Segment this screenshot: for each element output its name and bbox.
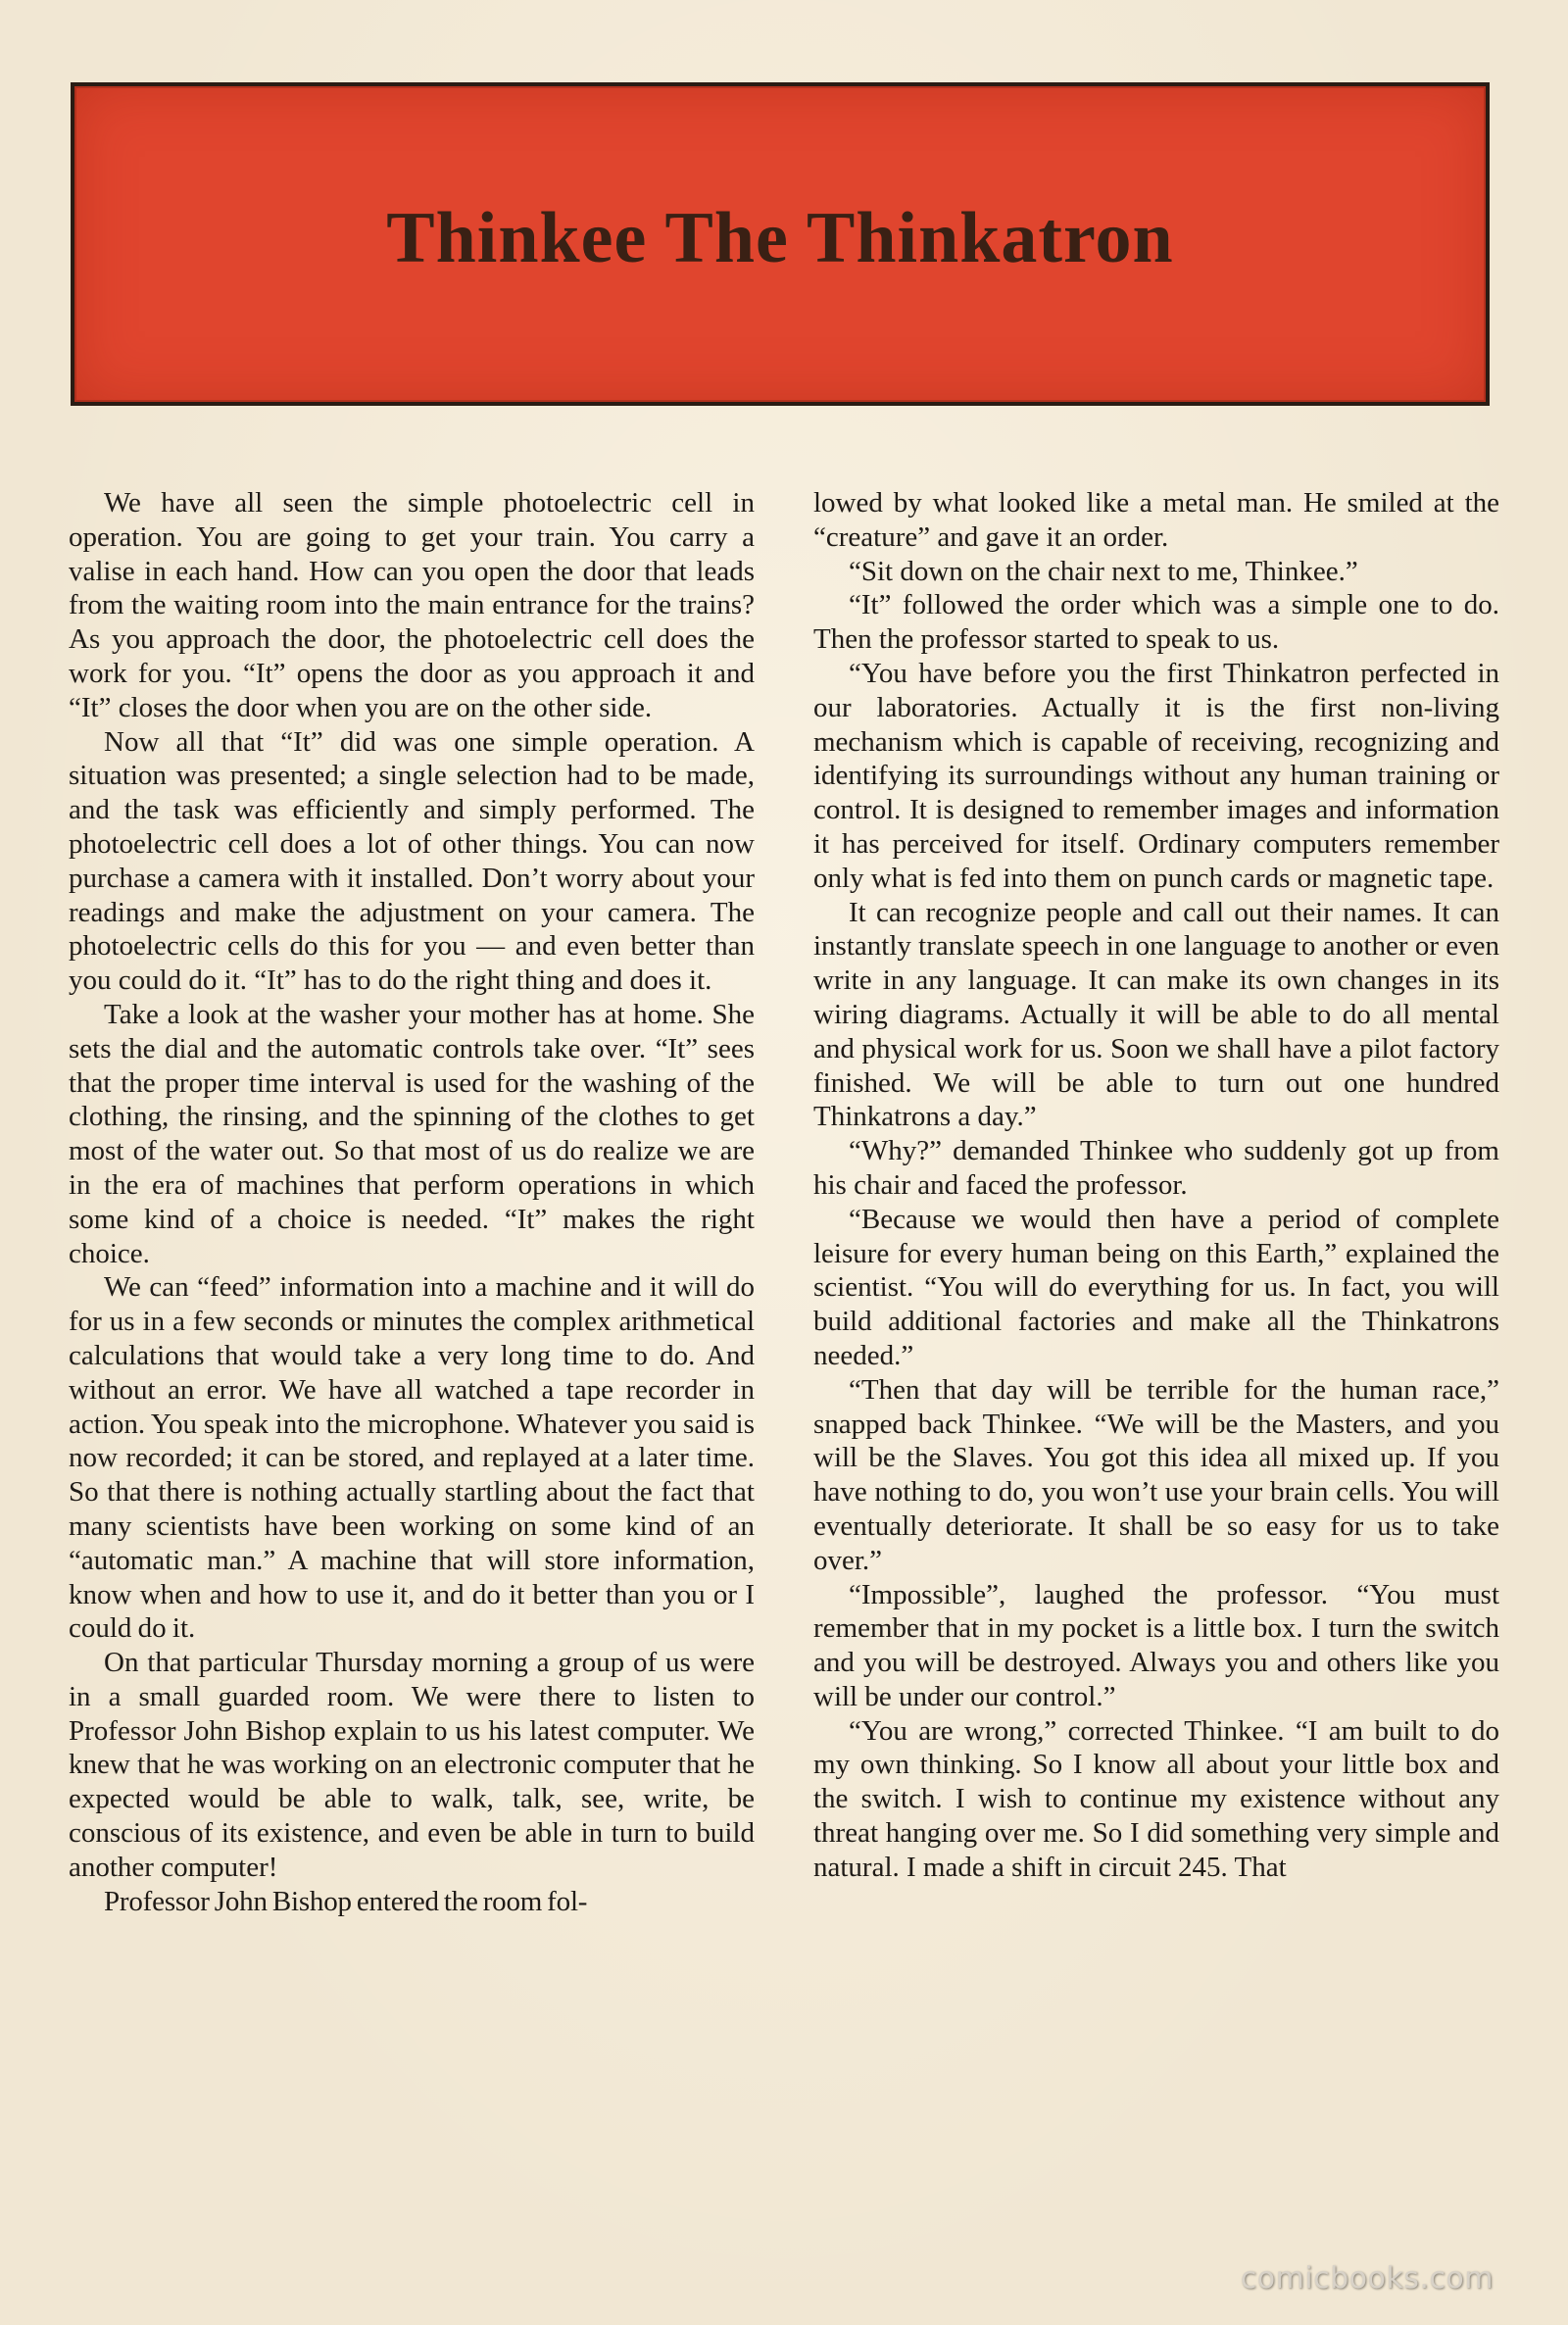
paragraph: It can recognize people and call out their names. It can instantly translate speech in one language to another or even write in any language. It can make its own changes in its wiring diagrams. Actually it will be able to do all mental and physical work for us. Soon we shall have a pilot factory finished. We will be able to turn out one hundred Thinkatrons a day.” xyxy=(813,896,1499,1133)
paragraph: We have all seen the simple photoelectric cell in operation. You are going to get your train. You carry a valise in each hand. How can you open the door that leads from the waiting room into the main entrance for the trains? As you approach the door, the photoelectric cell does the work for you. “It” opens the door as you approach it and “It” closes the door when you are on the other side. xyxy=(69,487,755,723)
story-title: Thinkee The Thinkatron xyxy=(386,197,1174,278)
title-banner xyxy=(71,82,1490,406)
paragraph: “Impossible”, laughed the professor. “You must remember that in my pocket is a little box. I turn the switch and you will be destroyed. Always you and others like you will be under our control.” xyxy=(813,1578,1499,1712)
paragraph: “Why?” demanded Thinkee who suddenly got up from his chair and faced the professor. xyxy=(813,1135,1499,1201)
paragraph: “Then that day will be terrible for the human race,” snapped back Thinkee. “We will be the Masters, and you will be the Slaves. You got this idea all mixed up. If you have nothing to do, you won’t use your brain cells. You will eventually deteriorate. It shall be so easy for us to take over.” xyxy=(813,1373,1499,1576)
paragraph: “It” followed the order which was a simple one to do. Then the professor started to speak to us. xyxy=(813,589,1499,656)
paragraph: lowed by what looked like a metal man. He smiled at the “creature” and gave it an order. xyxy=(813,487,1499,553)
right-column xyxy=(813,486,1499,1885)
left-column xyxy=(69,486,755,1918)
paragraph: Professor John Bishop entered the room fol- xyxy=(104,1885,588,1917)
paragraph: “You have before you the first Thinkatron perfected in our laboratories. Actually it is the first non-living mechanism which is capable of receiving, recognizing and identifying its surroundings without any human training or control. It is designed to remember images and information it has perceived for itself. Ordinary computers remember only what is fed into them on punch cards or magnetic tape. xyxy=(813,657,1499,894)
paragraph: “Sit down on the chair next to me, Thinkee.” xyxy=(849,555,1358,587)
paragraph: We can “feed” information into a machine and it will do for us in a few seconds or minutes the complex arithmetical calculations that would take a very long time to do. And without an error. We have all watched a tape recorder in action. You speak into the microphone. Whatever you said is now recorded; it can be stored, and replayed at a later time. So that there is nothing actually startling about the fact that many scientists have been working on some kind of an “automatic man.” A machine that will store information, know when and how to use it, and do it better than you or I could do it. xyxy=(69,1271,755,1645)
site-watermark: comicbooks.com xyxy=(1240,2261,1494,2296)
paragraph: Take a look at the washer your mother has at home. She sets the dial and the automatic controls take over. “It” sees that the proper time interval is used for the washing of the clothing, the rinsing, and the spinning of the clothes to get most of the water out. So that most of us do realize we are in the era of machines that perform operations in which some kind of a choice is needed. “It” makes the right choice. xyxy=(69,998,755,1269)
paragraph: “You are wrong,” corrected Thinkee. “I am built to do my own thinking. So I know all about your little box and the switch. I wish to continue my existence without any threat hanging over me. So I did something very simple and natural. I made a shift in circuit 245. That xyxy=(813,1714,1499,1883)
paragraph: Now all that “It” did was one simple operation. A situation was presented; a single selection had to be made, and the task was efficiently and simply performed. The photoelectric cell does a lot of other things. You can now purchase a camera with it installed. Don’t worry about your readings and make the adjustment on your camera. The photoelectric cells do this for you — and even better than you could do it. “It” has to do the right thing and does it. xyxy=(69,725,755,997)
paragraph: “Because we would then have a period of complete leisure for every human being on this Earth,” explained the scientist. “You will do everything for us. In fact, you will build additional factories and make all the Thinkatrons needed.” xyxy=(813,1203,1499,1371)
paragraph: On that particular Thursday morning a group of us were in a small guarded room. We were there to listen to Professor John Bishop explain to us his latest computer. We knew that he was working on an electronic computer that he expected would be able to walk, talk, see, write, be conscious of its existence, and even be able in turn to build another computer! xyxy=(69,1647,755,1883)
